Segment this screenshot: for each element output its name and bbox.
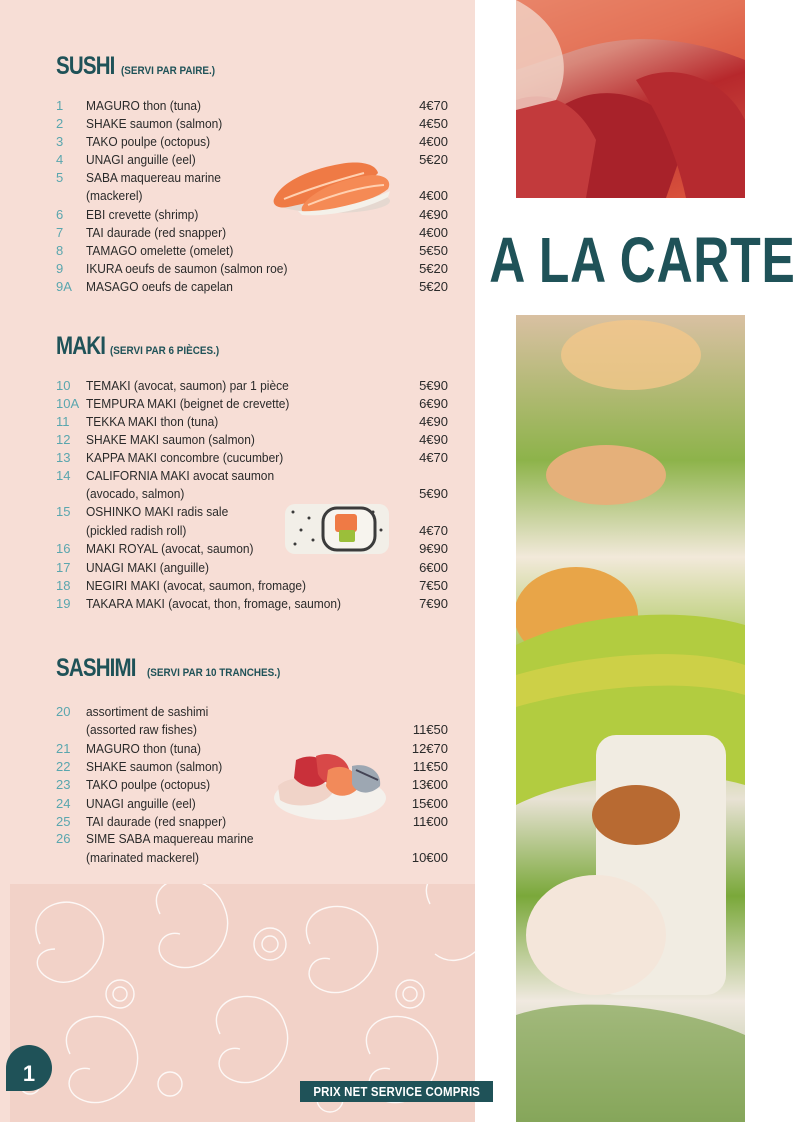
menu-item (56, 739, 448, 757)
item-number: 11 (56, 413, 70, 429)
menu-item (56, 467, 448, 503)
maki-list (56, 376, 448, 612)
menu-item (56, 278, 448, 296)
item-price: 4€90 (419, 413, 448, 429)
item-description-line: TEMPURA MAKI (beignet de crevette) (86, 395, 290, 411)
item-price: 4€90 (419, 432, 448, 448)
item-description-line: SHAKE saumon (salmon) (86, 759, 223, 775)
item-number: 9 (56, 261, 64, 277)
menu-item (56, 558, 448, 576)
menu-item (56, 703, 448, 739)
item-description-line: CALIFORNIA MAKI avocat saumon (86, 467, 275, 483)
item-description (86, 432, 373, 447)
item-description-line: (avocado, salmon) (86, 486, 185, 502)
nigiri-salmon-image (268, 155, 394, 217)
menu-item (56, 132, 448, 150)
item-description-line: TAI daurade (red snapper) (86, 224, 227, 240)
item-price: 4€50 (419, 115, 448, 131)
maki-title: MAKI (56, 332, 106, 360)
item-price: 5€20 (419, 279, 448, 295)
maki-roll-image (283, 500, 391, 558)
menu-item (56, 776, 448, 794)
page-number: 1 (22, 1061, 36, 1086)
item-description (86, 703, 373, 739)
item-number: 12 (56, 432, 71, 448)
item-description (86, 396, 373, 411)
sashimi-header (56, 654, 295, 683)
item-description-line: UNAGI anguille (eel) (86, 152, 196, 168)
item-description-line: MAGURO thon (tuna) (86, 740, 201, 756)
item-description-line: TAMAGO omelette (omelet) (86, 243, 234, 259)
item-price: 4€70 (419, 450, 448, 466)
item-price: 5€50 (419, 243, 448, 259)
item-number: 25 (56, 813, 71, 829)
item-number: 10A (56, 395, 80, 411)
menu-item (56, 576, 448, 594)
item-description (86, 243, 373, 258)
item-number: 15 (56, 504, 71, 520)
sushi-header (56, 52, 226, 81)
item-number: 8 (56, 243, 64, 259)
item-description (86, 98, 373, 113)
a-la-carte-headline (488, 222, 796, 298)
item-description (86, 261, 373, 276)
item-price: 11€50 (412, 722, 448, 738)
item-number: 4 (56, 152, 64, 168)
item-description-line: TEMAKI (avocat, saumon) par 1 pièce (86, 377, 289, 393)
item-price: 10€00 (411, 849, 448, 865)
item-description (86, 414, 373, 429)
item-number: 21 (56, 740, 71, 756)
item-description-line: TAKARA MAKI (avocat, thon, fromage, saumon) (86, 595, 342, 611)
item-price: 12€70 (411, 740, 448, 756)
item-description-line: assortiment de sashimi (86, 704, 209, 719)
item-description (86, 134, 373, 149)
item-number: 19 (56, 595, 71, 611)
item-description-line: UNAGI anguille (eel) (86, 795, 196, 811)
item-description-line: MAGURO thon (tuna) (86, 97, 201, 113)
item-number: 13 (56, 450, 71, 466)
headline-text: A LA CARTE (488, 224, 796, 296)
item-description-line: MAKI ROYAL (avocat, saumon) (86, 541, 254, 557)
menu-item (56, 242, 448, 260)
item-number: 23 (56, 777, 71, 793)
item-description-line: TAKO poulpe (octopus) (86, 777, 211, 793)
sashimi-title: SASHIMI (56, 654, 136, 682)
item-description (86, 450, 373, 465)
item-price: 5€90 (419, 486, 448, 502)
item-number: 3 (56, 133, 64, 149)
menu-item (56, 223, 448, 241)
item-description-line: NEGIRI MAKI (avocat, saumon, fromage) (86, 577, 307, 593)
item-number: 17 (56, 559, 71, 575)
item-price: 7€90 (419, 595, 448, 611)
menu-item (56, 449, 448, 467)
page-number-badge (6, 1045, 52, 1091)
item-description-line: SABA maquereau marine (86, 169, 221, 185)
item-price: 11€00 (412, 813, 448, 829)
item-description-line: UNAGI MAKI (anguille) (86, 559, 209, 575)
item-price: 9€90 (419, 541, 448, 557)
item-number: 14 (56, 467, 71, 483)
item-description-line: (pickled radish roll) (86, 522, 187, 538)
menu-item (56, 830, 448, 866)
item-description (86, 225, 373, 240)
menu-item (56, 376, 448, 394)
menu-item (56, 758, 448, 776)
item-price: 11€50 (412, 759, 448, 775)
item-price: 13€00 (411, 777, 448, 793)
item-price: 5€20 (419, 261, 448, 277)
sashimi-plate-image (270, 746, 388, 824)
item-number: 24 (56, 795, 71, 811)
item-price: 4€00 (419, 187, 448, 203)
tuna-slices-image (516, 0, 745, 198)
sushi-title: SUSHI (56, 52, 115, 80)
menu-item (56, 394, 448, 412)
menu-item (56, 412, 448, 430)
item-description-line: TAKO poulpe (octopus) (86, 133, 211, 149)
sashimi-photo (516, 0, 745, 198)
item-description (86, 830, 373, 866)
item-number: 2 (56, 115, 64, 131)
item-description (86, 116, 373, 131)
item-price: 5€20 (419, 152, 448, 168)
item-number: 16 (56, 541, 71, 557)
item-description (86, 279, 373, 294)
item-price: 4€00 (419, 224, 448, 240)
item-description (86, 596, 373, 611)
item-price: 5€90 (419, 377, 448, 393)
item-description-line: KAPPA MAKI concombre (cucumber) (86, 450, 284, 466)
sushi-subtitle: (SERVI PAR PAIRE.) (121, 65, 216, 77)
item-number: 26 (56, 831, 71, 847)
price-notice-badge (300, 1081, 493, 1102)
item-number: 10 (56, 377, 71, 393)
item-number: 6 (56, 206, 64, 222)
item-description-line: EBI crevette (shrimp) (86, 206, 199, 222)
item-description-line: IKURA oeufs de saumon (salmon roe) (86, 261, 288, 277)
item-description-line: (marinated mackerel) (86, 849, 200, 865)
item-price: 6€00 (419, 559, 448, 575)
item-description-line: SIME SABA maquereau marine (86, 831, 254, 847)
item-price: 4€70 (419, 522, 448, 538)
item-number: 9A (56, 279, 72, 295)
menu-item (56, 594, 448, 612)
item-description (86, 578, 373, 593)
maki-roll-photo (516, 315, 745, 1122)
item-number: 22 (56, 759, 71, 775)
price-notice-text: PRIX NET SERVICE COMPRIS (313, 1084, 480, 1099)
item-number: 18 (56, 577, 71, 593)
menu-item (56, 114, 448, 132)
item-price: 6€90 (419, 395, 448, 411)
menu-item (56, 260, 448, 278)
item-number: 7 (56, 224, 64, 240)
item-price: 4€00 (419, 133, 448, 149)
item-number: 20 (56, 704, 71, 719)
item-price: 4€90 (419, 206, 448, 222)
item-price: 4€70 (419, 97, 448, 113)
item-description (86, 378, 373, 393)
item-description (86, 560, 373, 575)
item-price: 15€00 (411, 795, 448, 811)
maki-header (56, 332, 231, 361)
item-number: 5 (56, 169, 64, 185)
sashimi-list (56, 703, 448, 867)
item-description-line: (assorted raw fishes) (86, 722, 198, 738)
menu-item (56, 96, 448, 114)
item-description-line: OSHINKO MAKI radis sale (86, 504, 229, 520)
item-description-line: SHAKE saumon (salmon) (86, 115, 223, 131)
item-description-line: SHAKE MAKI saumon (salmon) (86, 432, 255, 448)
item-description-line: (mackerel) (86, 187, 143, 203)
item-description (86, 467, 373, 503)
item-description-line: TAI daurade (red snapper) (86, 813, 227, 829)
item-description-line: MASAGO oeufs de capelan (86, 279, 233, 295)
sashimi-subtitle: (SERVI PAR 10 TRANCHES.) (147, 667, 281, 679)
menu-item (56, 812, 448, 830)
item-description-line: TEKKA MAKI thon (tuna) (86, 413, 219, 429)
item-number: 1 (56, 97, 64, 113)
dragon-roll-image (516, 315, 745, 1122)
maki-subtitle: (SERVI PAR 6 PIÈCES.) (109, 345, 220, 357)
item-price: 7€50 (419, 577, 448, 593)
menu-item (56, 794, 448, 812)
menu-item (56, 431, 448, 449)
